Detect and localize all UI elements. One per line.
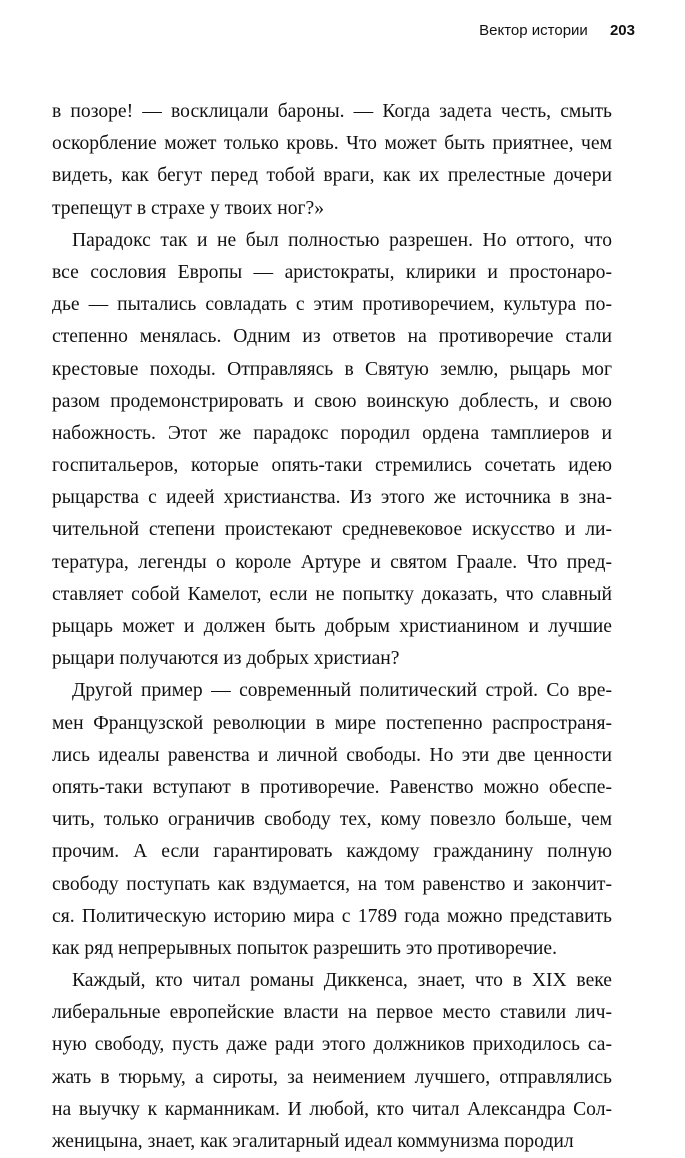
text-line: чить, только ограничив свободу тех, кому повезло больше, чем xyxy=(52,809,612,831)
running-header xyxy=(479,22,635,39)
section-title: Вектор истории xyxy=(479,22,588,39)
paragraph xyxy=(52,96,612,225)
text-line: на выучку к карманникам. И любой, кто читал Александра Сол- xyxy=(52,1098,612,1120)
text-line: мен Французской революции в мире постепенно распространя- xyxy=(52,712,612,734)
text-line: набожность. Этот же парадокс породил ордена тамплиеров и xyxy=(52,422,612,444)
text-line: чительной степени проистекают средневековое искусство и ли- xyxy=(52,519,612,541)
text-line: тература, легенды о короле Артуре и святом Граале. Что пред- xyxy=(52,551,612,573)
text-line: опять-таки вступают в противоречие. Равенство можно обеспе- xyxy=(52,776,612,798)
text-line: рыцарь может и должен быть добрым христианином и лучшие xyxy=(52,616,612,637)
page-number: 203 xyxy=(609,22,635,39)
text-line: Другой пример — современный политический строй. Со вре- xyxy=(72,680,612,702)
text-line: трепещут в страхе у твоих ног?» xyxy=(52,197,325,219)
text-line: как ряд непрерывных попыток разрешить это противоречие. xyxy=(52,937,558,959)
text-line: ся. Политическую историю мира с 1789 года можно представить xyxy=(52,905,612,927)
text-line: дье — пытались совладать с этим противоречием, культура по- xyxy=(52,294,612,316)
text-line: оскорбление может только кровь. Что может быть приятнее, чем xyxy=(52,133,612,155)
text-line: лись идеалы равенства и личной свободы. Но эти две ценности xyxy=(52,744,612,766)
text-line: ную свободу, пусть даже ради этого должников приходилось са- xyxy=(52,1034,612,1056)
text-line: в позоре! — восклицали бароны. — Когда задета честь, смыть xyxy=(52,101,612,122)
text-line: Каждый, кто читал романы Диккенса, знает, что в XIX веке xyxy=(72,970,612,992)
text-line: женицына, знает, как эгалитарный идеал коммунизма породил xyxy=(52,1131,574,1152)
paragraph xyxy=(52,675,612,965)
paragraph xyxy=(52,225,612,676)
text-line: госпитальеров, которые опять-таки стремились сочетать идею xyxy=(52,455,612,477)
text-line: либеральные европейские власти на первое место ставили лич- xyxy=(52,1002,612,1024)
text-line: ставляет собой Камелот, если не попытку доказать, что славный xyxy=(52,583,612,605)
text-line: видеть, как бегут перед тобой враги, как их прелестные дочери xyxy=(52,165,612,187)
text-line: прочим. А если гарантировать каждому гражданину полную xyxy=(52,841,612,863)
paragraph xyxy=(52,965,612,1158)
text-line: все сословия Европы — аристократы, клирики и простонаро- xyxy=(52,261,612,283)
text-line: степенно менялась. Одним из ответов на противоречие стали xyxy=(52,326,612,348)
text-line: свободу поступать как вздумается, на том равенство и закончит- xyxy=(52,873,612,895)
text-line: рыцари получаются из добрых христиан? xyxy=(52,648,400,670)
text-line: Парадокс так и не был полностью разрешен. Но оттого, что xyxy=(72,229,612,251)
text-line: рыцарства с идеей христианства. Из этого же источника в зна- xyxy=(52,487,612,509)
body-text xyxy=(52,96,612,1158)
text-line: крестовые походы. Отправляясь в Святую землю, рыцарь мог xyxy=(52,358,612,380)
text-line: разом продемонстрировать и свою воинскую доблесть, и свою xyxy=(52,390,612,412)
text-line: жать в тюрьму, а сироты, за неимением лучшего, отправлялись xyxy=(52,1066,612,1088)
